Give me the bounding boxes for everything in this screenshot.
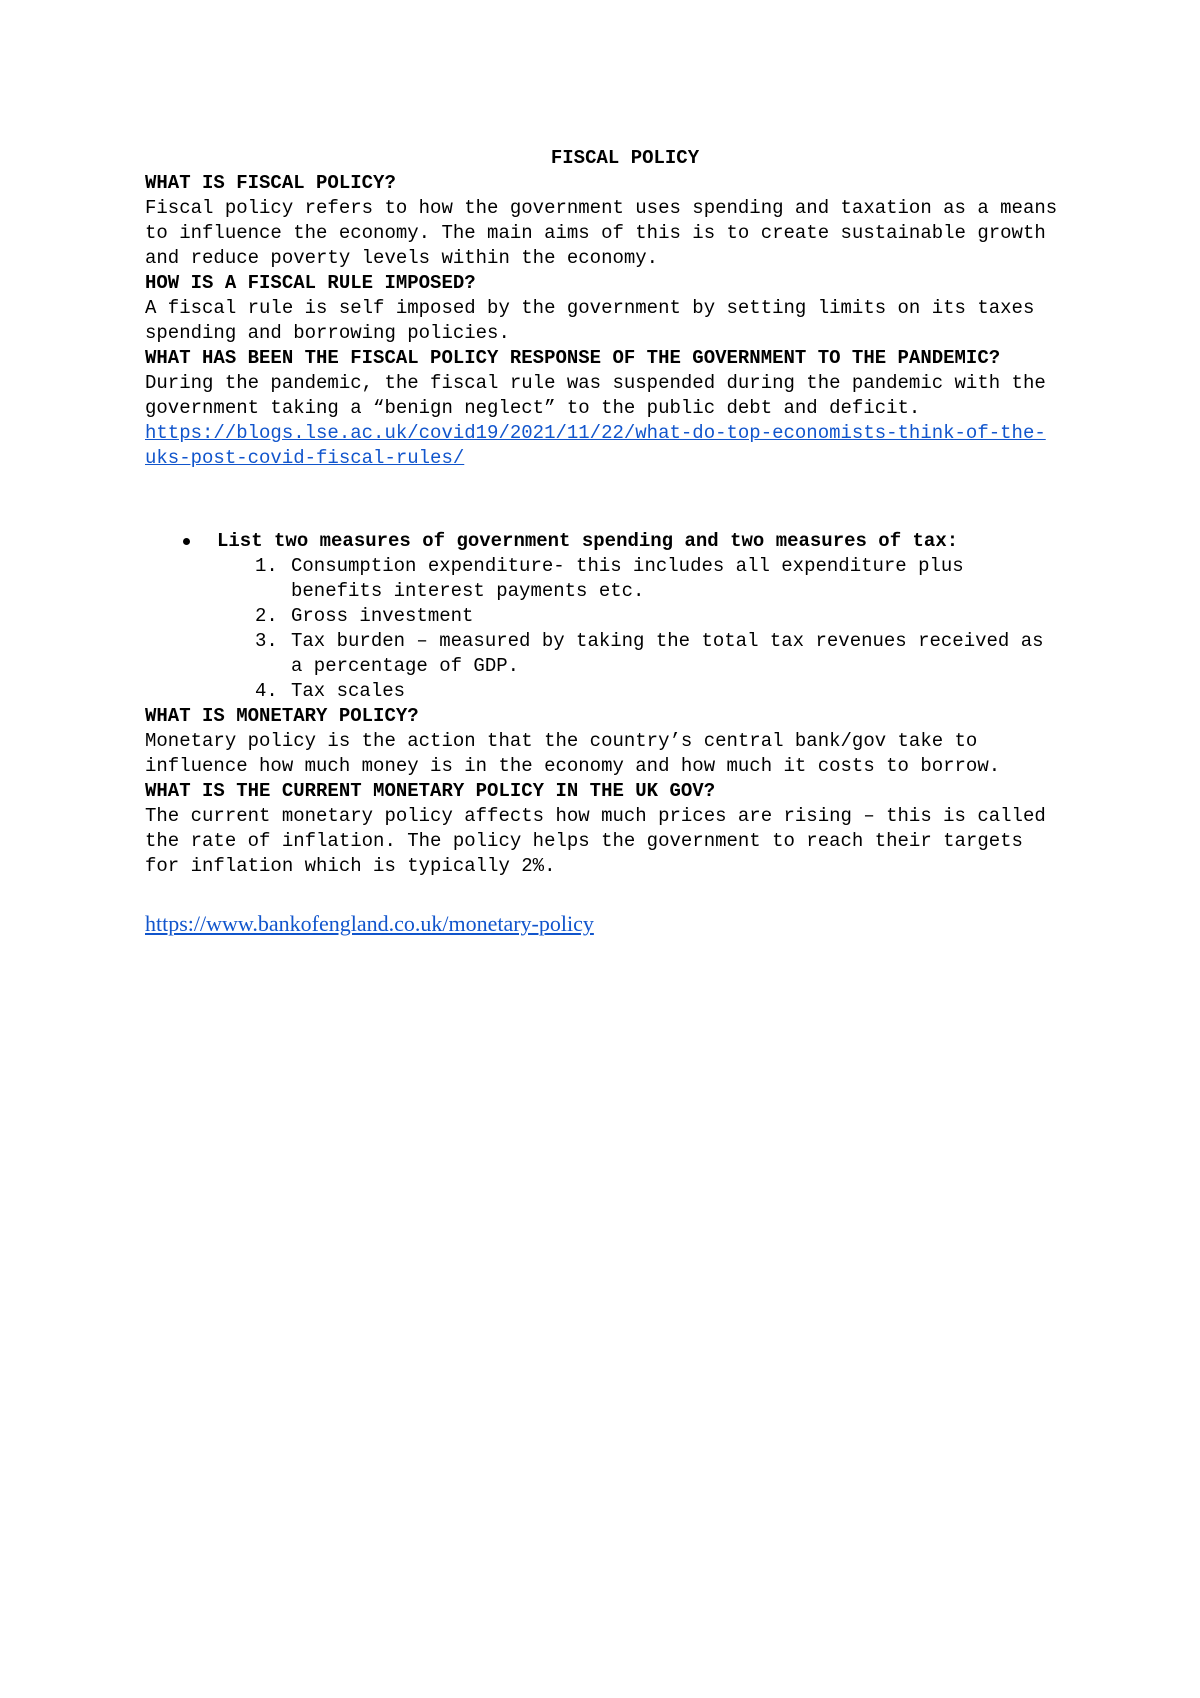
- section-heading-what-is-fiscal-policy: WHAT IS FISCAL POLICY?: [145, 172, 396, 194]
- list-item-text: Tax scales: [291, 680, 406, 702]
- measures-list: [145, 554, 1065, 704]
- document-title: FISCAL POLICY: [550, 147, 700, 169]
- list-item-text: Gross investment: [291, 605, 474, 627]
- list-item: [255, 604, 1065, 629]
- section-heading-current-monetary-policy: WHAT IS THE CURRENT MONETARY POLICY IN THE UK GOV?: [145, 780, 716, 802]
- list-item-number: 2.: [255, 605, 278, 627]
- bullet-item-measures: [145, 529, 1065, 554]
- list-item-text: Consumption expenditure- this includes all expenditure plus benefits interest payments etc.: [291, 555, 964, 602]
- list-item-text: Tax burden – measured by taking the total tax revenues received as a percentage of GDP.: [291, 630, 1044, 677]
- bank-of-england-link[interactable]: https://www.bankofengland.co.uk/monetary-policy: [145, 911, 594, 936]
- bullet-text-measures: List two measures of government spending and two measures of tax:: [217, 530, 959, 552]
- list-item-number: 4.: [255, 680, 278, 702]
- pandemic-response-text: During the pandemic, the fiscal rule was suspended during the pandemic with the government taking a “benign neglect” to the public debt and deficit.: [145, 372, 1046, 419]
- section-heading-monetary-policy: WHAT IS MONETARY POLICY?: [145, 705, 419, 727]
- list-item-number: 3.: [255, 630, 278, 652]
- document-page: [145, 146, 1065, 937]
- section-body-fiscal-rule: A fiscal rule is self imposed by the government by setting limits on its taxes spending and borrowing policies.: [145, 297, 1035, 344]
- list-item: [255, 679, 1065, 704]
- section-body-monetary-policy: Monetary policy is the action that the country’s central bank/gov take to influence how much money is in the economy and how much it costs to borrow.: [145, 730, 1001, 777]
- section-body-pandemic-response: [145, 371, 1065, 471]
- section-body-current-monetary-policy: The current monetary policy affects how much prices are rising – this is called the rate of inflation. The policy helps the government to reach their targets for inflation which is typically 2%.: [145, 805, 1046, 877]
- lse-blog-link[interactable]: https://blogs.lse.ac.uk/covid19/2021/11/22/what-do-top-economists-think-of-the-uks-post-covid-fiscal-rules/: [145, 422, 1046, 469]
- spacer: [145, 471, 1065, 529]
- bullet-icon: [183, 538, 190, 545]
- section-heading-fiscal-rule: HOW IS A FISCAL RULE IMPOSED?: [145, 272, 476, 294]
- list-item-number: 1.: [255, 555, 278, 577]
- list-item: [255, 554, 1065, 604]
- section-heading-pandemic-response: WHAT HAS BEEN THE FISCAL POLICY RESPONSE OF THE GOVERNMENT TO THE PANDEMIC?: [145, 347, 1001, 369]
- section-body-what-is-fiscal-policy: Fiscal policy refers to how the government uses spending and taxation as a means to influence the economy. The main aims of this is to create sustainable growth and reduce poverty levels within the economy.: [145, 197, 1058, 269]
- list-item: [255, 629, 1065, 679]
